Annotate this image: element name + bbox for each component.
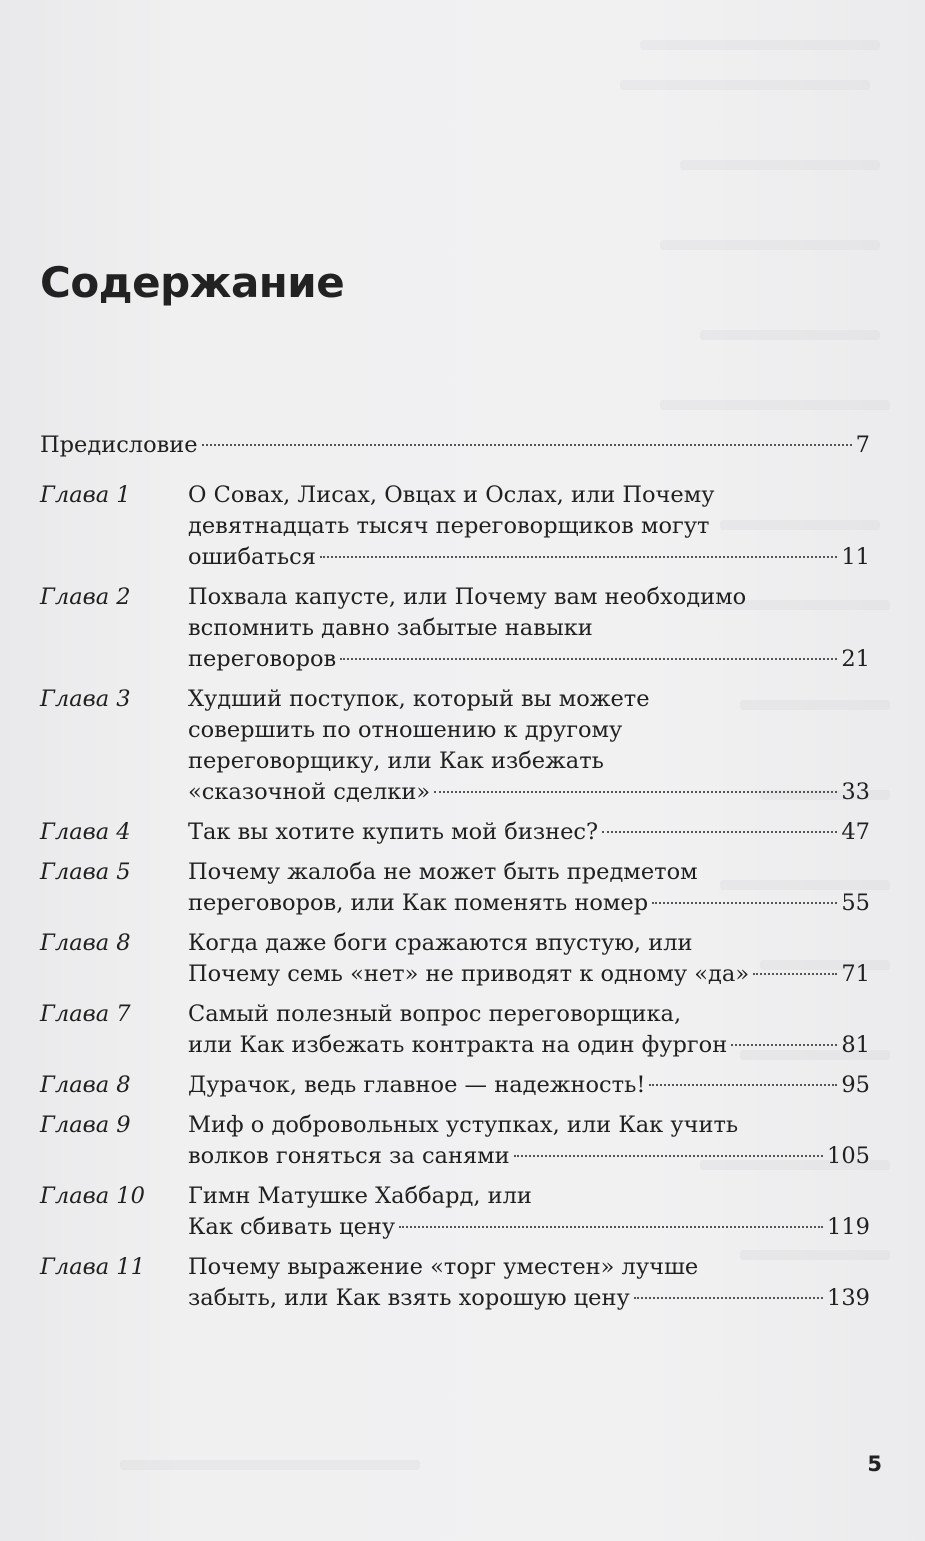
chapter-page-number: 21 — [841, 646, 870, 672]
chapter-title-last-line — [188, 1141, 870, 1172]
chapter-title — [188, 480, 870, 573]
chapter-title-line: Гимн Матушке Хаббард, или — [188, 1183, 532, 1209]
chapter-label: Глава 1 — [40, 482, 131, 508]
page-number: 5 — [867, 1452, 882, 1476]
chapter-title-line: Почему семь «нет» не приводят к одному «да» — [188, 961, 750, 987]
chapter-title — [188, 817, 870, 848]
chapter-title — [188, 1070, 870, 1101]
chapter-label: Глава 4 — [40, 819, 131, 845]
chapter-page-number: 55 — [841, 890, 870, 916]
toc-entry — [40, 480, 870, 573]
toc-entry-preface — [40, 430, 870, 461]
chapter-page-number: 71 — [841, 961, 870, 987]
chapter-title-line: ошибаться — [188, 544, 316, 570]
chapter-title-last-line — [188, 1070, 870, 1101]
dot-leader — [340, 658, 837, 660]
toc-entry — [40, 928, 870, 990]
toc-entry — [40, 1070, 870, 1101]
chapter-title-line: вспомнить давно забытые навыки — [188, 615, 593, 641]
chapter-title-last-line — [188, 888, 870, 919]
table-of-contents — [40, 430, 870, 1323]
toc-entry — [40, 1181, 870, 1243]
chapter-page-number: 119 — [827, 1214, 870, 1240]
toc-entry — [40, 817, 870, 848]
chapter-title — [188, 684, 870, 808]
chapter-label: Глава 8 — [40, 930, 131, 956]
chapter-title-last-line — [188, 542, 870, 573]
chapter-label: Глава 5 — [40, 859, 131, 885]
chapter-title — [188, 1181, 870, 1243]
toc-entry — [40, 857, 870, 919]
toc-entry — [40, 582, 870, 675]
dot-leader — [652, 902, 837, 904]
chapter-label: Глава 7 — [40, 1001, 131, 1027]
toc-entry — [40, 1110, 870, 1172]
chapter-title-last-line — [188, 959, 870, 990]
chapter-title-line: Так вы хотите купить мой бизнес? — [188, 819, 599, 845]
dot-leader — [602, 831, 837, 833]
chapter-label: Глава 9 — [40, 1112, 131, 1138]
toc-entry — [40, 1252, 870, 1314]
chapter-title-last-line — [188, 1212, 870, 1243]
chapter-title-line: Почему выражение «торг уместен» лучше — [188, 1254, 699, 1280]
dot-leader — [399, 1226, 823, 1228]
chapter-title-line: О Совах, Лисах, Овцах и Ослах, или Почему — [188, 482, 715, 508]
chapter-list — [40, 480, 870, 1314]
chapter-title-line: девятнадцать тысяч переговорщиков могут — [188, 513, 710, 539]
chapter-title-line: Миф о добровольных уступках, или Как учить — [188, 1112, 739, 1138]
chapter-title-line: переговоров — [188, 646, 337, 672]
dot-leader — [731, 1044, 837, 1046]
toc-entry — [40, 999, 870, 1061]
chapter-title — [188, 1252, 870, 1314]
chapter-title-line: Когда даже боги сражаются впустую, или — [188, 930, 693, 956]
chapter-page-number: 33 — [841, 779, 870, 805]
chapter-page-number: 95 — [841, 1072, 870, 1098]
dot-leader — [753, 973, 837, 975]
chapter-title-line: Самый полезный вопрос переговорщика, — [188, 1001, 682, 1027]
chapter-title-line: или Как избежать контракта на один фургон — [188, 1032, 728, 1058]
chapter-title-line: совершить по отношению к другому — [188, 717, 623, 743]
chapter-title — [188, 928, 870, 990]
chapter-page-number: 11 — [841, 544, 870, 570]
chapter-page-number: 105 — [827, 1143, 870, 1169]
chapter-label: Глава 8 — [40, 1072, 131, 1098]
chapter-title-last-line — [188, 817, 870, 848]
chapter-title-line: переговоров, или Как поменять номер — [188, 890, 649, 916]
preface-page-number: 7 — [855, 432, 870, 458]
chapter-title-last-line — [188, 644, 870, 675]
chapter-page-number: 81 — [841, 1032, 870, 1058]
chapter-title-line: Похвала капусте, или Почему вам необходимо — [188, 584, 747, 610]
toc-entry — [40, 684, 870, 808]
chapter-label: Глава 2 — [40, 584, 131, 610]
chapter-label: Глава 11 — [40, 1254, 145, 1280]
chapter-title-line: «сказочной сделки» — [188, 779, 431, 805]
chapter-title — [188, 582, 870, 675]
dot-leader — [649, 1084, 837, 1086]
dot-leader — [202, 444, 852, 446]
dot-leader — [634, 1297, 823, 1299]
chapter-title — [188, 857, 870, 919]
chapter-title — [188, 1110, 870, 1172]
chapter-page-number: 47 — [841, 819, 870, 845]
chapter-title-last-line — [188, 777, 870, 808]
dot-leader — [320, 556, 837, 558]
dot-leader — [434, 791, 837, 793]
chapter-page-number: 139 — [827, 1285, 870, 1311]
chapter-label: Глава 3 — [40, 686, 131, 712]
chapter-title-line: Худший поступок, который вы можете — [188, 686, 650, 712]
chapter-title-line: Дурачок, ведь главное — надежность! — [188, 1072, 646, 1098]
chapter-title-line: волков гоняться за санями — [188, 1143, 510, 1169]
chapter-title-line: забыть, или Как взять хорошую цену — [188, 1285, 630, 1311]
chapter-title-last-line — [188, 1283, 870, 1314]
chapter-title-line: переговорщику, или Как избежать — [188, 748, 604, 774]
preface-title: Предисловие — [40, 432, 198, 458]
chapter-title — [188, 999, 870, 1061]
dot-leader — [514, 1155, 823, 1157]
page-title: Содержание — [40, 258, 345, 307]
chapter-title-line: Как сбивать цену — [188, 1214, 396, 1240]
chapter-title-line: Почему жалоба не может быть предметом — [188, 859, 698, 885]
chapter-title-last-line — [188, 1030, 870, 1061]
chapter-label: Глава 10 — [40, 1183, 145, 1209]
